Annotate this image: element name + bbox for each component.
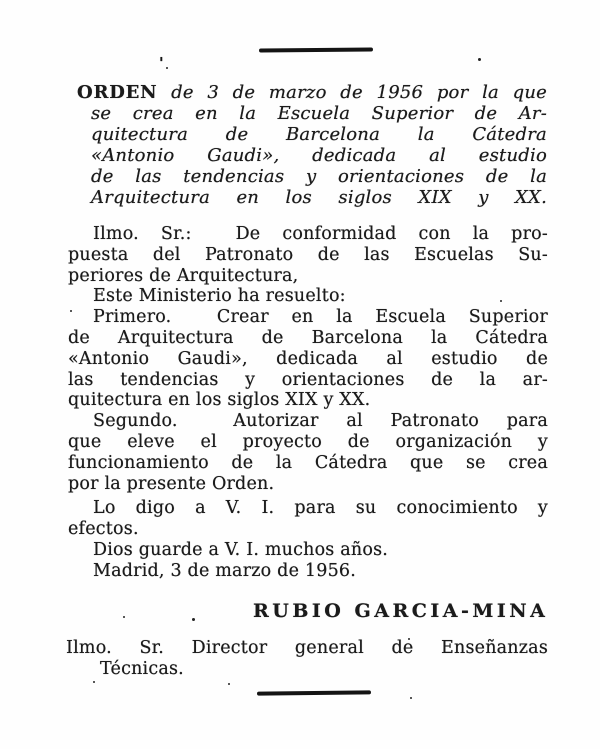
scan-speck bbox=[192, 618, 195, 621]
text-line: las tendencias y orientaciones de la ar- bbox=[68, 369, 548, 390]
text-line: Ilmo. Sr.: De conformidad con la pro- bbox=[93, 224, 548, 244]
text-line: Dios guarde a V. I. muchos años. bbox=[93, 539, 389, 560]
text-line: funcionamiento de la Cátedra que se crea bbox=[68, 452, 548, 473]
text-line: Primero. Crear en la Escuela Superior bbox=[93, 307, 548, 328]
separator-rule-top bbox=[259, 48, 373, 53]
text-line: que eleve el proyecto de organización y bbox=[68, 431, 548, 452]
text-line: de las tendencias y orientaciones de la bbox=[91, 166, 547, 187]
text-line: Madrid, 3 de marzo de 1956. bbox=[93, 560, 356, 581]
decree-body bbox=[68, 224, 548, 582]
text-line: «Antonio Gaudi», dedicada al estudio bbox=[91, 145, 547, 166]
scan-speck bbox=[166, 67, 168, 69]
scan-apostrophe-artifact: ' bbox=[159, 54, 164, 72]
text-line: Lo digo a V. I. para su conocimiento y bbox=[93, 498, 548, 519]
text-line: Arquitectura en los siglos XIX y XX. bbox=[91, 187, 547, 208]
text-line: quitectura en los siglos XIX y XX. bbox=[68, 390, 371, 411]
heading-line-rest: de 3 de marzo de 1956 por la que bbox=[157, 82, 547, 103]
addressee bbox=[66, 638, 548, 680]
text-line: Segundo. Autorizar al Patronato para bbox=[93, 411, 548, 432]
text-line: de Arquitectura de Barcelona la Cátedra bbox=[68, 327, 548, 348]
text-line: «Antonio Gaudi», dedicada al estudio de bbox=[68, 348, 548, 369]
scan-speck bbox=[410, 697, 412, 699]
scan-speck bbox=[93, 681, 95, 683]
separator-rule-bottom bbox=[257, 690, 371, 695]
text-line: puesta del Patronato de las Escuelas Su- bbox=[68, 244, 548, 265]
decree-keyword: ORDEN bbox=[77, 82, 158, 103]
text-line: Este Ministerio ha resuelto: bbox=[93, 286, 346, 307]
scan-speck bbox=[228, 683, 230, 685]
text-line: periores de Arquitectura, bbox=[68, 265, 299, 286]
text-line: efectos. bbox=[68, 519, 139, 540]
signature: RUBIO GARCIA-MINA bbox=[253, 600, 549, 622]
scan-speck bbox=[123, 616, 125, 618]
text-line: se crea en la Escuela Superior de Ar- bbox=[91, 103, 547, 124]
text-line bbox=[77, 82, 547, 103]
decree-heading bbox=[77, 82, 547, 208]
text-line: por la presente Orden. bbox=[68, 473, 275, 494]
text-line: Ilmo. Sr. Director general de Enseñanzas bbox=[66, 638, 548, 658]
scan-speck bbox=[478, 58, 481, 61]
text-line: Técnicas. bbox=[100, 659, 184, 679]
text-line: quitectura de Barcelona la Cátedra bbox=[91, 124, 547, 145]
